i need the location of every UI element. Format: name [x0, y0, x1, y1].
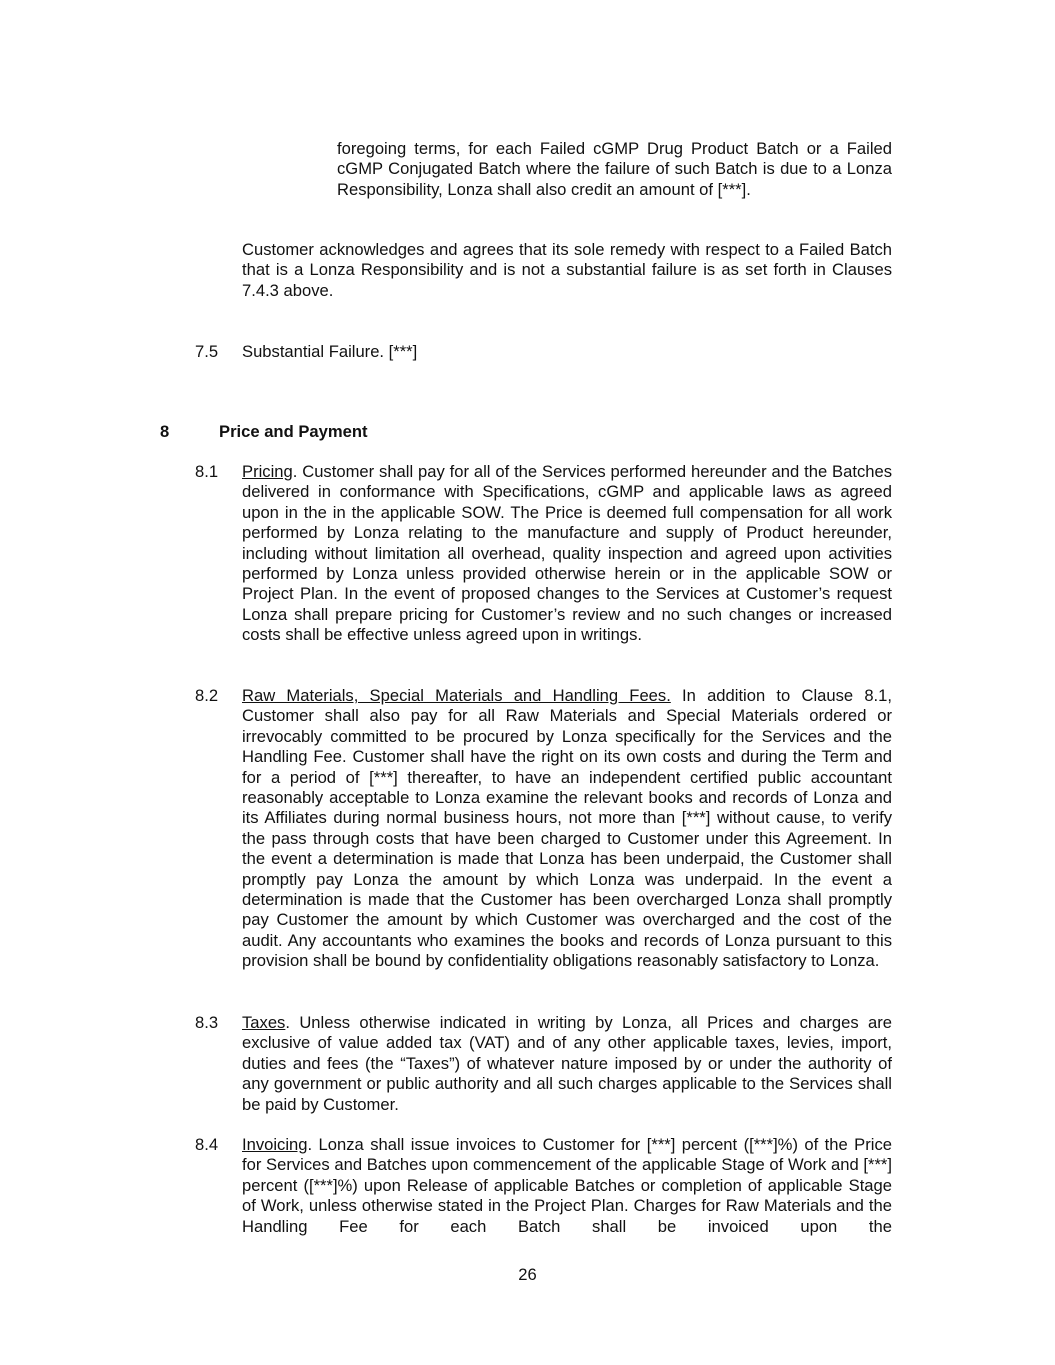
continuation-paragraph: foregoing terms, for each Failed cGMP Drug Product Batch or a Failed cGMP Conjugated Batch where the failure of such Batch is due to a Lonza Responsibility, Lonza shall also credit an amount of [***]. — [337, 139, 892, 199]
clause-8-1-number: 8.1 — [195, 462, 219, 481]
clause-8-3-paragraph — [242, 1013, 892, 1115]
acknowledgement-paragraph: Customer acknowledges and agrees that its sole remedy with respect to a Failed Batch that is a Lonza Responsibility and is not a substantial failure is as set forth in Clauses 7.4.3 above. — [242, 240, 892, 300]
clause-8-4-heading: Invoicing — [242, 1135, 308, 1154]
clause-8-2-heading: Raw Materials, Special Materials and Handling Fees. — [242, 686, 671, 705]
clause-8-3-number: 8.3 — [195, 1013, 219, 1032]
clause-8-4-paragraph — [242, 1135, 892, 1237]
clause-8-2-paragraph — [242, 686, 892, 972]
clause-7-5-number: 7.5 — [195, 342, 219, 361]
clause-8-2-number: 8.2 — [195, 686, 219, 705]
clause-7-5-text: Substantial Failure. [***] — [242, 342, 418, 361]
clause-8-3-heading: Taxes — [242, 1013, 286, 1032]
clause-8-2-text: In addition to Clause 8.1, Customer shall also pay for all Raw Materials and Special Materials ordered or irrevocably committed to be procured by Lonza specifically for the Services and the Handling Fee. Customer shall have the right on its own costs and during the Term and for a period of [***] thereafter, to have an independent certified public accountant reasonably acceptable to Lonza examine the relevant books and records of Lonza and its Affiliates during normal business hours, not more than [***] without cause, to verify the pass through costs that have been charged to Customer under this Agreement. In the event a determination is made that Lonza has been underpaid, the Customer shall promptly pay Lonza the amount by which Lonza was underpaid. In the event a determination is made that the Customer has been overcharged Lonza shall promptly pay Customer the amount by which Customer was overcharged and the cost of the audit. Any accountants who examines the books and records of Lonza pursuant to this provision shall be bound by confidentiality obligations reasonably satisfactory to Lonza. — [242, 686, 892, 971]
clause-8-1-paragraph — [242, 462, 892, 646]
section-8-title: Price and Payment — [219, 422, 368, 441]
clause-8-1-text: . Customer shall pay for all of the Services performed hereunder and the Batches delivered in conformance with Specifications, cGMP and applicable laws as agreed upon in the in the applicable SOW. The Price is deemed full compensation for all work performed by Lonza relating to the manufacture and supply of Product hereunder, including without limitation all overhead, quality inspection and agreed upon activities performed by Lonza unless provided otherwise herein or in the applicable SOW or Project Plan. In the event of proposed changes to the Services at Customer’s request Lonza shall prepare pricing for Customer’s review and no such changes or increased costs shall be effective unless agreed upon in writings. — [242, 462, 892, 645]
clause-8-1-heading: Pricing — [242, 462, 293, 481]
page-number: 26 — [518, 1265, 537, 1284]
clause-8-3-text: . Unless otherwise indicated in writing by Lonza, all Prices and charges are exclusive of value added tax (VAT) and of any other applicable taxes, levies, import, duties and fees (the “Taxes”) of whatever nature imposed by or under the authority of any government or public authority and all such charges applicable to the Services shall be paid by Customer. — [242, 1013, 892, 1114]
clause-8-4-text: . Lonza shall issue invoices to Customer for [***] percent ([***]%) of the Price for Services and Batches upon commencement of the applicable Stage of Work and [***] percent ([***]%) upon Release of applicable Batches or completion of applicable Stage of Work, unless otherwise stated in the Project Plan. Charges for Raw Materials and the Handling Fee for each Batch shall be invoiced upon the — [242, 1135, 892, 1236]
section-8-number: 8 — [160, 422, 170, 441]
clause-8-4-number: 8.4 — [195, 1135, 219, 1154]
